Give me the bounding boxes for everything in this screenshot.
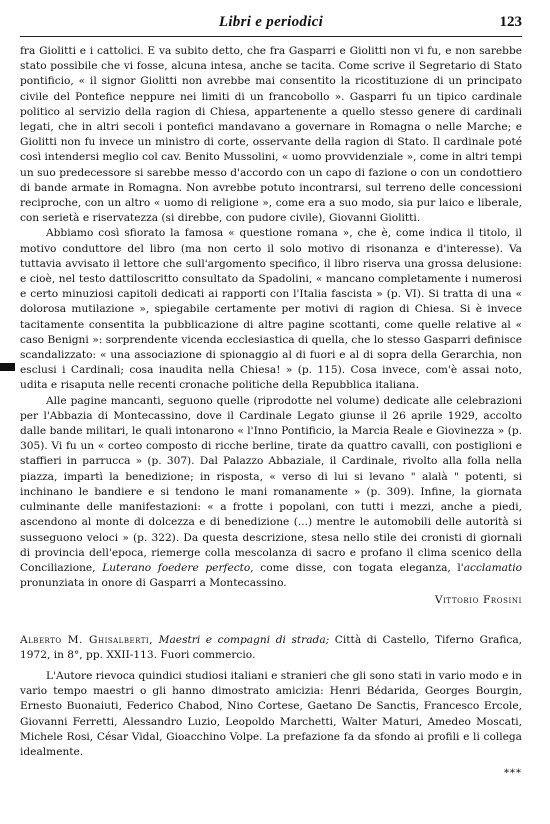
page-number: 123 <box>499 14 522 30</box>
reviewer-signature: Vittorio Frosini <box>434 594 522 607</box>
margin-mark <box>0 363 15 371</box>
paragraph-3-text: Alle pagine mancanti, seguono quelle (riprodotte nel volume) dedicate alle celebrazioni per l'Abbazia di Montecassino, dove il Cardinale Legato giunse il 26 aprile 1929, accolto dalle bande militari, le quali intonarono « l'Inno Pontificio, la Marcia Reale e Giovinezza » (p. 305). Vi fu un « corteo composto di ricche berline, tirate da quattro cavalli, con postiglioni e staffieri in parrucca » (p. 307). Dal Palazzo Abbaziale, il Cardinale, rivolto alla folla nella piazza, impartì la benedizione; in risposta, « verso di lui si levano " alalà " potenti, si inchinano le bandiere e si tendono le mani romanamente » (p. 309). Infine, la giornata culminante delle manifestazioni: « a frotte i popolani, con tutti i mezzi, anche a piedi, ascendono al monte di dolcezza e di benedizione (...) mentre le automobili delle autorità si susseguono veloci » (p. 322). Da questa descrizione, stesa nello stile dei cronisti di giornali di provincia dell'epoca, riemerge colla mescolanza di sacro e profano il clima scenico della Conciliazione, <box>20 394 522 574</box>
book-citation <box>20 633 522 663</box>
paragraph-3-end: pronunziata in onore di Gasparri a Montecassino. <box>20 577 287 590</box>
paragraph-3-tail: , come disse, con togata eleganza, l' <box>250 561 464 574</box>
paragraph-1: fra Giolitti e i cattolici. E va subito detto, che fra Gasparri e Giolitti non vi fu, e non sarebbe stato possibile che vi fosse, alcuna intesa, anche se tacita. Come scrive il Segretario di Stato pontificio, « il signor Giolitti non avrebbe mai consentito la ricostituzione di un principato civile del Pontefice neppure nei limiti di un francobollo ». Gasparri fu un tipico cardinale politico al servizio della ragion di Chiesa, appartenente a quello stesso genere di cardinali legati, che in altri secoli i pontefici mandavano a governare in Romagna o nelle Marche; e Giolitti non fu invece un ministro di corte, osservante della ragion di Stato. Il cardinale poté così intendersi meglio col cav. Benito Mussolini, « uomo provvidenziale », come in altri tempi un suo predecessore si sarebbe messo d'accordo con un capo di fazione o con un condottiero di bande armate in Romagna. Non avrebbe potuto incontrarsi, sul terreno delle concessioni reciproche, con un altro « uomo di religione », come era a suo modo, sia pur laico e liberale, con serietà e riservatezza (si direbbe, con pudore civile), Giovanni Giolitti. <box>20 45 522 225</box>
review-ghisalberti <box>20 633 522 782</box>
paragraph-2: Abbiamo così sfiorato la famosa « questione romana », che è, come indica il titolo, il motivo conduttore del libro (ma non certo il solo motivo di risonanza e d'interesse). Va tuttavia avvisato il lettore che sull'argomento specifico, il libro riserva una grossa delusione: e cioè, nel testo dattiloscritto consultato da Spadolini, « mancano completamente i numerosi e certo minuziosi capitoli dedicati ai rapporti con l'Italia fascista » (p. VI). Si tratta di una « dolorosa mutilazione », spiegabile certamente per motivi di ragion di Chiesa. Si è invece tacitamente consentita la pubblicazione di altre pagine scottanti, come quelle relative al « caso Benigni »: sorprendente vicenda ecclesiastica di quella, che lo stesso Gasparri definisce scandalizzato: « una associazione di spionaggio al di fuori e al di sopra della Gerarchia, non esclusi i Cardinali; cosa inaudita nella Chiesa! » (p. 115). Cosa invece, com'è assai noto, udita e risaputa nelle recenti cronache politiche della Repubblica italiana. <box>20 227 522 392</box>
end-mark: *** <box>504 768 522 780</box>
section-gap <box>20 609 522 633</box>
running-header <box>20 14 522 37</box>
running-title: Libri e periodici <box>218 14 324 30</box>
book-publication: Città di Castello, Tiferno Grafica, 1972, in 8°, pp. XXII-113. Fuori commercio. <box>20 633 523 661</box>
paragraph-3-latin-quote: Luterano foedere perfecto <box>102 561 251 574</box>
book-author: Alberto M. Ghisalberti, <box>20 633 154 646</box>
review-body: L'Autore rievoca quindici studiosi italiani e stranieri che gli sono stati in vario modo e in vario tempo maestri o gli hanno dimostrato amicizia: Henri Bédarida, Georges Bourgin, Ernesto Buonaiuti, Federico Chabod, Nino Cortese, Gaetano De Sanctis, Francesco Ercole, Giovanni Ferretti, Alessandro Luzio, Leopoldo Marchetti, Walter Maturi, Amedeo Moscati, Michele Rosi, César Vidal, Gioacchino Volpe. La prefazione fa da sfondo ai profili e li collega idealmente. <box>20 669 522 758</box>
paragraph-3 <box>20 394 522 592</box>
paragraph-3-latin-word: acclamatio <box>463 561 522 574</box>
book-title: Maestri e compagni di strada; <box>158 633 330 646</box>
review-frosini <box>20 44 522 609</box>
